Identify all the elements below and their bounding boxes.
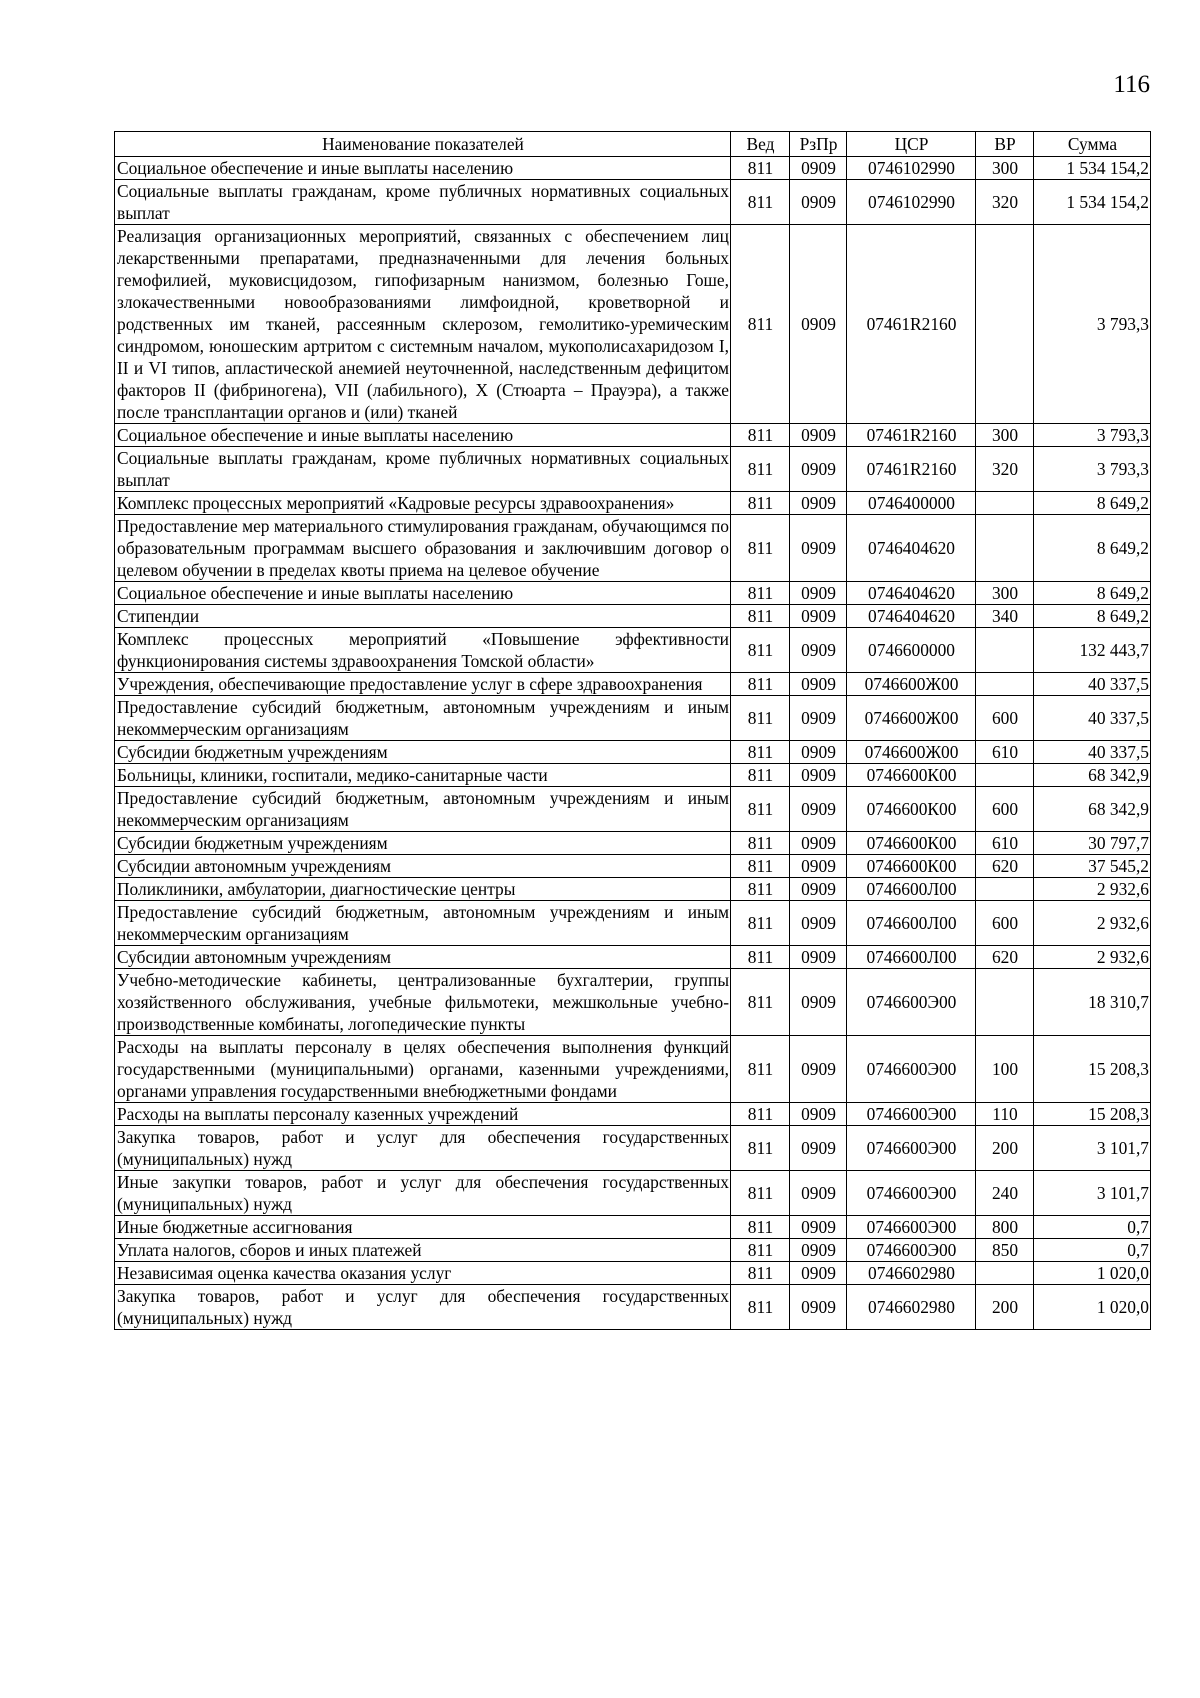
cell-csr: 0746600Э00 <box>847 1216 976 1239</box>
table-row <box>115 855 1151 878</box>
table-row <box>115 1103 1151 1126</box>
cell-csr: 0746600К00 <box>847 855 976 878</box>
cell-vr <box>976 969 1034 1036</box>
cell-name: Социальные выплаты гражданам, кроме публичных нормативных социальных выплат <box>115 447 731 492</box>
cell-name: Комплекс процессных мероприятий «Кадровые ресурсы здравоохранения» <box>115 492 731 515</box>
cell-ved: 811 <box>731 741 790 764</box>
cell-name: Закупка товаров, работ и услуг для обеспечения государственных (муниципальных) нужд <box>115 1285 731 1330</box>
cell-ved: 811 <box>731 1285 790 1330</box>
cell-ved: 811 <box>731 832 790 855</box>
cell-ved: 811 <box>731 696 790 741</box>
cell-sum: 1 534 154,2 <box>1034 157 1151 180</box>
cell-name: Предоставление субсидий бюджетным, автономным учреждениям и иным некоммерческим организациям <box>115 787 731 832</box>
cell-sum: 1 534 154,2 <box>1034 180 1151 225</box>
cell-vr <box>976 878 1034 901</box>
cell-sum: 3 793,3 <box>1034 424 1151 447</box>
cell-ved: 811 <box>731 628 790 673</box>
table-body <box>115 157 1151 1330</box>
cell-name: Больницы, клиники, госпитали, медико-санитарные части <box>115 764 731 787</box>
cell-vr: 850 <box>976 1239 1034 1262</box>
table-row <box>115 787 1151 832</box>
cell-rzpr: 0909 <box>790 628 847 673</box>
cell-ved: 811 <box>731 424 790 447</box>
cell-csr: 07461R2160 <box>847 447 976 492</box>
table-row <box>115 969 1151 1036</box>
cell-sum: 2 932,6 <box>1034 901 1151 946</box>
cell-name: Субсидии автономным учреждениям <box>115 855 731 878</box>
cell-name: Уплата налогов, сборов и иных платежей <box>115 1239 731 1262</box>
cell-csr: 0746404620 <box>847 582 976 605</box>
cell-vr <box>976 673 1034 696</box>
cell-rzpr: 0909 <box>790 1262 847 1285</box>
cell-sum: 3 101,7 <box>1034 1171 1151 1216</box>
cell-rzpr: 0909 <box>790 180 847 225</box>
cell-vr: 200 <box>976 1126 1034 1171</box>
cell-rzpr: 0909 <box>790 225 847 424</box>
cell-name: Предоставление субсидий бюджетным, автономным учреждениям и иным некоммерческим организациям <box>115 901 731 946</box>
cell-vr: 100 <box>976 1036 1034 1103</box>
cell-sum: 68 342,9 <box>1034 764 1151 787</box>
table-row <box>115 741 1151 764</box>
table-row <box>115 1239 1151 1262</box>
cell-name: Стипендии <box>115 605 731 628</box>
cell-ved: 811 <box>731 969 790 1036</box>
header-ved: Вед <box>731 132 790 157</box>
table-row <box>115 424 1151 447</box>
header-vr: ВР <box>976 132 1034 157</box>
table-row <box>115 515 1151 582</box>
cell-ved: 811 <box>731 180 790 225</box>
cell-name: Закупка товаров, работ и услуг для обеспечения государственных (муниципальных) нужд <box>115 1126 731 1171</box>
cell-csr: 0746600Л00 <box>847 946 976 969</box>
cell-name: Социальные выплаты гражданам, кроме публичных нормативных социальных выплат <box>115 180 731 225</box>
cell-csr: 07461R2160 <box>847 225 976 424</box>
cell-sum: 40 337,5 <box>1034 696 1151 741</box>
cell-rzpr: 0909 <box>790 605 847 628</box>
cell-rzpr: 0909 <box>790 787 847 832</box>
cell-rzpr: 0909 <box>790 1126 847 1171</box>
cell-rzpr: 0909 <box>790 1285 847 1330</box>
cell-vr: 620 <box>976 946 1034 969</box>
cell-rzpr: 0909 <box>790 1239 847 1262</box>
cell-name: Субсидии бюджетным учреждениям <box>115 832 731 855</box>
cell-ved: 811 <box>731 787 790 832</box>
cell-csr: 0746400000 <box>847 492 976 515</box>
cell-rzpr: 0909 <box>790 673 847 696</box>
cell-name: Иные бюджетные ассигнования <box>115 1216 731 1239</box>
cell-vr: 300 <box>976 157 1034 180</box>
cell-csr: 0746600Э00 <box>847 1239 976 1262</box>
cell-rzpr: 0909 <box>790 424 847 447</box>
cell-ved: 811 <box>731 157 790 180</box>
cell-csr: 0746600Э00 <box>847 969 976 1036</box>
cell-name: Субсидии бюджетным учреждениям <box>115 741 731 764</box>
table-row <box>115 225 1151 424</box>
cell-csr: 07461R2160 <box>847 424 976 447</box>
cell-sum: 18 310,7 <box>1034 969 1151 1036</box>
cell-vr: 300 <box>976 424 1034 447</box>
cell-csr: 0746600Э00 <box>847 1126 976 1171</box>
table-row <box>115 832 1151 855</box>
table-row <box>115 628 1151 673</box>
cell-csr: 0746102990 <box>847 157 976 180</box>
cell-sum: 68 342,9 <box>1034 787 1151 832</box>
table-header-row <box>115 132 1151 157</box>
cell-sum: 2 932,6 <box>1034 878 1151 901</box>
cell-csr: 0746600000 <box>847 628 976 673</box>
cell-csr: 0746600Э00 <box>847 1036 976 1103</box>
cell-rzpr: 0909 <box>790 1036 847 1103</box>
cell-vr: 320 <box>976 180 1034 225</box>
cell-rzpr: 0909 <box>790 1103 847 1126</box>
cell-rzpr: 0909 <box>790 1171 847 1216</box>
cell-name: Предоставление мер материального стимулирования гражданам, обучающимся по образовательным программам высшего образования и заключившим договор о целевом обучении в пределах квоты приема на целевое обучение <box>115 515 731 582</box>
cell-csr: 0746600К00 <box>847 787 976 832</box>
cell-ved: 811 <box>731 1239 790 1262</box>
cell-vr: 600 <box>976 787 1034 832</box>
cell-sum: 40 337,5 <box>1034 673 1151 696</box>
cell-name: Расходы на выплаты персоналу в целях обеспечения выполнения функций государственными (муниципальными) органами, казенными учреждениями, органами управления государственными внебюджетными фондами <box>115 1036 731 1103</box>
cell-ved: 811 <box>731 1036 790 1103</box>
cell-ved: 811 <box>731 582 790 605</box>
cell-rzpr: 0909 <box>790 696 847 741</box>
cell-sum: 8 649,2 <box>1034 492 1151 515</box>
table-row <box>115 946 1151 969</box>
cell-csr: 0746600Л00 <box>847 878 976 901</box>
table-row <box>115 696 1151 741</box>
cell-rzpr: 0909 <box>790 764 847 787</box>
table-row <box>115 180 1151 225</box>
page-number: 116 <box>1113 71 1150 98</box>
cell-ved: 811 <box>731 605 790 628</box>
table-row <box>115 447 1151 492</box>
cell-ved: 811 <box>731 946 790 969</box>
cell-sum: 15 208,3 <box>1034 1036 1151 1103</box>
cell-ved: 811 <box>731 1126 790 1171</box>
cell-vr <box>976 492 1034 515</box>
cell-ved: 811 <box>731 855 790 878</box>
table-row <box>115 1262 1151 1285</box>
cell-vr: 200 <box>976 1285 1034 1330</box>
cell-rzpr: 0909 <box>790 492 847 515</box>
cell-sum: 2 932,6 <box>1034 946 1151 969</box>
cell-ved: 811 <box>731 492 790 515</box>
cell-vr <box>976 764 1034 787</box>
cell-vr: 600 <box>976 696 1034 741</box>
cell-rzpr: 0909 <box>790 946 847 969</box>
cell-ved: 811 <box>731 673 790 696</box>
cell-vr <box>976 225 1034 424</box>
cell-vr: 610 <box>976 741 1034 764</box>
cell-rzpr: 0909 <box>790 901 847 946</box>
cell-rzpr: 0909 <box>790 1216 847 1239</box>
cell-name: Социальное обеспечение и иные выплаты населению <box>115 582 731 605</box>
cell-ved: 811 <box>731 1216 790 1239</box>
table-row <box>115 764 1151 787</box>
cell-csr: 0746600К00 <box>847 764 976 787</box>
cell-name: Расходы на выплаты персоналу казенных учреждений <box>115 1103 731 1126</box>
cell-csr: 0746602980 <box>847 1285 976 1330</box>
cell-vr: 340 <box>976 605 1034 628</box>
cell-sum: 8 649,2 <box>1034 582 1151 605</box>
cell-csr: 0746600Ж00 <box>847 741 976 764</box>
cell-vr: 800 <box>976 1216 1034 1239</box>
cell-sum: 0,7 <box>1034 1216 1151 1239</box>
cell-csr: 0746404620 <box>847 605 976 628</box>
cell-rzpr: 0909 <box>790 878 847 901</box>
cell-vr: 620 <box>976 855 1034 878</box>
cell-sum: 132 443,7 <box>1034 628 1151 673</box>
cell-vr: 240 <box>976 1171 1034 1216</box>
table-row <box>115 1036 1151 1103</box>
cell-sum: 3 101,7 <box>1034 1126 1151 1171</box>
cell-csr: 0746600Ж00 <box>847 696 976 741</box>
cell-name: Комплекс процессных мероприятий «Повышение эффективности функционирования системы здравоохранения Томской области» <box>115 628 731 673</box>
cell-vr <box>976 1262 1034 1285</box>
cell-name: Социальное обеспечение и иные выплаты населению <box>115 424 731 447</box>
cell-vr: 320 <box>976 447 1034 492</box>
cell-ved: 811 <box>731 447 790 492</box>
cell-ved: 811 <box>731 1262 790 1285</box>
table-row <box>115 878 1151 901</box>
cell-rzpr: 0909 <box>790 969 847 1036</box>
cell-csr: 0746404620 <box>847 515 976 582</box>
cell-rzpr: 0909 <box>790 157 847 180</box>
cell-sum: 8 649,2 <box>1034 515 1151 582</box>
cell-vr: 300 <box>976 582 1034 605</box>
table-row <box>115 157 1151 180</box>
cell-ved: 811 <box>731 225 790 424</box>
table-row <box>115 1285 1151 1330</box>
cell-vr: 600 <box>976 901 1034 946</box>
table-row <box>115 1216 1151 1239</box>
cell-ved: 811 <box>731 764 790 787</box>
cell-name: Иные закупки товаров, работ и услуг для обеспечения государственных (муниципальных) нужд <box>115 1171 731 1216</box>
table-row <box>115 1126 1151 1171</box>
cell-rzpr: 0909 <box>790 447 847 492</box>
cell-sum: 30 797,7 <box>1034 832 1151 855</box>
cell-sum: 3 793,3 <box>1034 447 1151 492</box>
cell-name: Реализация организационных мероприятий, связанных с обеспечением лиц лекарственными препаратами, предназначенными для лечения больных гемофилией, муковисцидозом, гипофизарным нанизмом, болезнью Гоше, злокачественными новообразованиями лимфоидной, кроветворной и родственных им тканей, рассеянным склерозом, гемолитико-уремическим синдромом, юношеским артритом с системным началом, мукополисахаридозом I, II и VI типов, апластической анемией неуточненной, наследственным дефицитом факторов II (фибриногена), VII (лабильного), X (Стюарта – Прауэра), а также после трансплантации органов и (или) тканей <box>115 225 731 424</box>
table-row <box>115 1171 1151 1216</box>
cell-vr: 110 <box>976 1103 1034 1126</box>
cell-csr: 0746600К00 <box>847 832 976 855</box>
table-row <box>115 582 1151 605</box>
cell-ved: 811 <box>731 878 790 901</box>
cell-csr: 0746102990 <box>847 180 976 225</box>
cell-name: Учебно-методические кабинеты, централизованные бухгалтерии, группы хозяйственного обслуживания, учебные фильмотеки, межшкольные учебно-производственные комбинаты, логопедические пункты <box>115 969 731 1036</box>
header-rzpr: РзПр <box>790 132 847 157</box>
cell-rzpr: 0909 <box>790 855 847 878</box>
cell-vr <box>976 628 1034 673</box>
cell-rzpr: 0909 <box>790 832 847 855</box>
table-row <box>115 492 1151 515</box>
cell-name: Социальное обеспечение и иные выплаты населению <box>115 157 731 180</box>
header-sum: Сумма <box>1034 132 1151 157</box>
cell-rzpr: 0909 <box>790 515 847 582</box>
table-row <box>115 673 1151 696</box>
cell-vr <box>976 515 1034 582</box>
cell-ved: 811 <box>731 1171 790 1216</box>
cell-name: Поликлиники, амбулатории, диагностические центры <box>115 878 731 901</box>
budget-table <box>114 131 1151 1330</box>
cell-csr: 0746600Э00 <box>847 1103 976 1126</box>
cell-sum: 0,7 <box>1034 1239 1151 1262</box>
cell-sum: 37 545,2 <box>1034 855 1151 878</box>
cell-name: Учреждения, обеспечивающие предоставление услуг в сфере здравоохранения <box>115 673 731 696</box>
cell-ved: 811 <box>731 515 790 582</box>
cell-sum: 8 649,2 <box>1034 605 1151 628</box>
table-row <box>115 605 1151 628</box>
header-name: Наименование показателей <box>115 132 731 157</box>
cell-rzpr: 0909 <box>790 741 847 764</box>
table-row <box>115 901 1151 946</box>
cell-sum: 40 337,5 <box>1034 741 1151 764</box>
cell-vr: 610 <box>976 832 1034 855</box>
cell-sum: 15 208,3 <box>1034 1103 1151 1126</box>
cell-sum: 1 020,0 <box>1034 1262 1151 1285</box>
cell-csr: 0746602980 <box>847 1262 976 1285</box>
header-csr: ЦСР <box>847 132 976 157</box>
cell-ved: 811 <box>731 1103 790 1126</box>
cell-name: Независимая оценка качества оказания услуг <box>115 1262 731 1285</box>
cell-csr: 0746600Ж00 <box>847 673 976 696</box>
cell-ved: 811 <box>731 901 790 946</box>
cell-sum: 3 793,3 <box>1034 225 1151 424</box>
cell-name: Предоставление субсидий бюджетным, автономным учреждениям и иным некоммерческим организациям <box>115 696 731 741</box>
cell-sum: 1 020,0 <box>1034 1285 1151 1330</box>
cell-rzpr: 0909 <box>790 582 847 605</box>
cell-name: Субсидии автономным учреждениям <box>115 946 731 969</box>
cell-csr: 0746600Э00 <box>847 1171 976 1216</box>
cell-csr: 0746600Л00 <box>847 901 976 946</box>
